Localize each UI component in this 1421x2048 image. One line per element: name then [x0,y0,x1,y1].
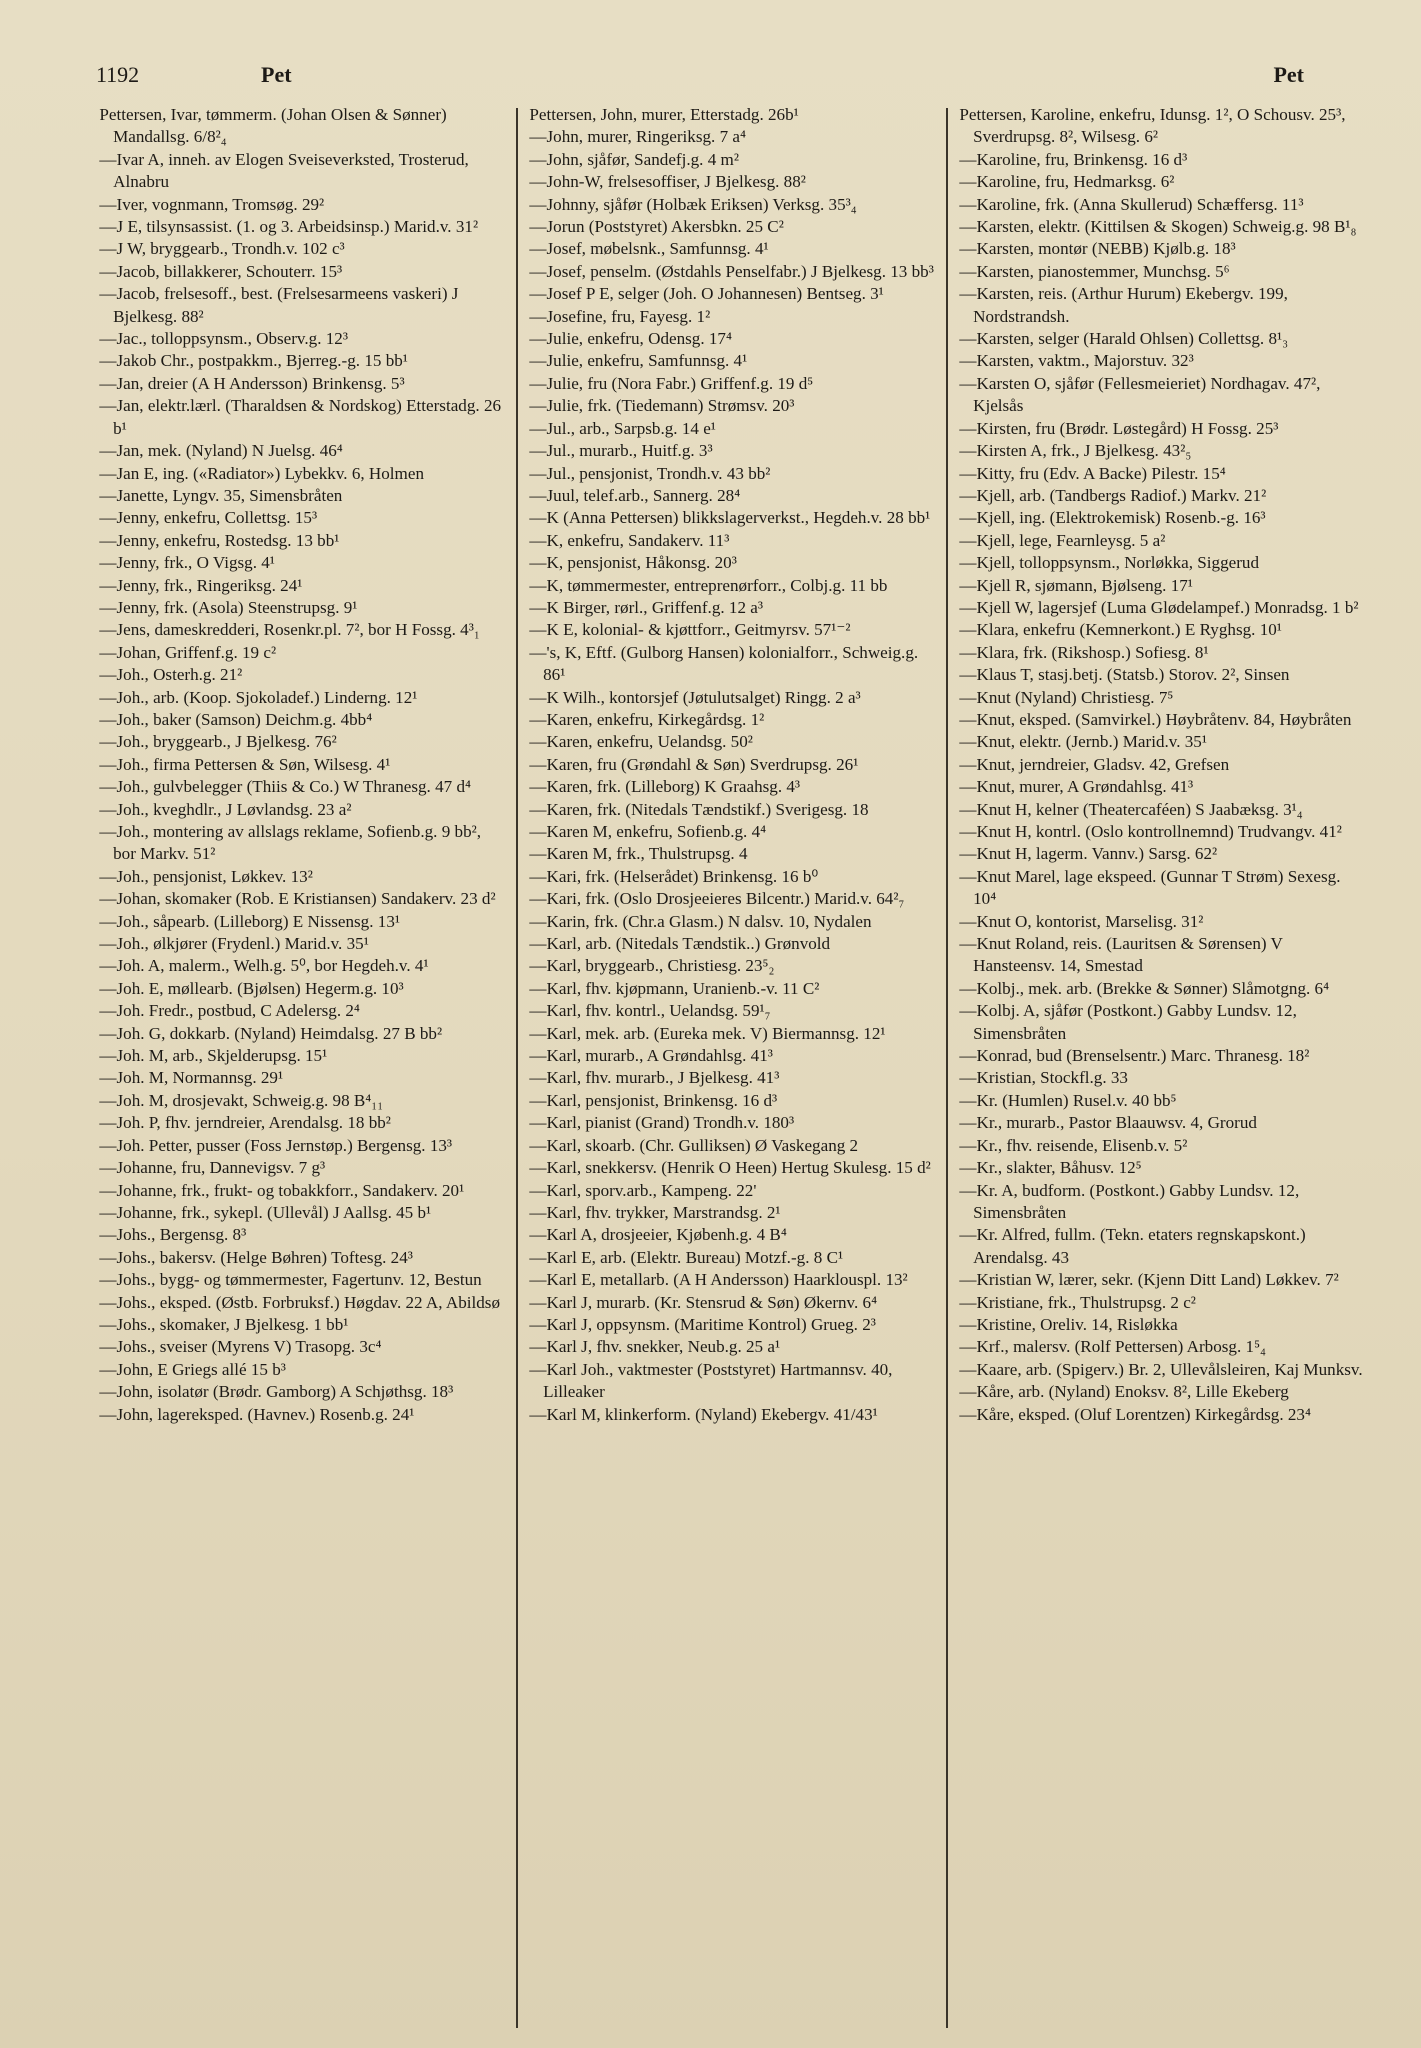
directory-entry: —K Wilh., kontorsjef (Jøtulutsalget) Ringg. 2 a³ [529,687,861,707]
directory-entry: —Joh. P, fhv. jerndreier, Arendalsg. 18 bb² [99,1113,391,1133]
directory-entry: —Karoline, frk. (Anna Skullerud) Schæffersg. 11³ [959,194,1304,214]
directory-columns [96,104,1372,2028]
directory-entry: —Karl, murarb., A Grøndahlsg. 41³ [529,1046,773,1066]
directory-entry: —Kr., fhv. reisende, Elisenb.v. 5² [959,1135,1188,1155]
directory-entry: —Joh., arb. (Koop. Sjokoladef.) Linderng. 12¹ [99,687,418,707]
directory-entry: —Knut (Nyland) Christiesg. 7⁵ [959,687,1174,707]
directory-entry: —Knut H, kontrl. (Oslo kontrollnemnd) Trudvangv. 41² [959,822,1342,841]
directory-entry: —Jul., arb., Sarpsb.g. 14 e¹ [529,418,716,438]
page-number: 1192 [96,62,140,87]
directory-entry: —Karsten, pianostemmer, Munchsg. 5⁶ [959,261,1230,281]
directory-entry: —Karoline, fru, Brinkensg. 16 d³ [959,149,1188,169]
directory-entry: —'s, K, Eftf. (Gulborg Hansen) kolonialforr., Schweig.g. 86¹ [529,642,919,685]
directory-entry: —John, sjåfør, Sandefj.g. 4 m² [529,149,739,169]
directory-entry: —Karsten, selger (Harald Ohlsen) Collettsg. 8¹₃ [959,329,1289,349]
running-head-left: Pet [261,62,292,87]
directory-entry: —Karl, pianist (Grand) Trondh.v. 180³ [529,1113,795,1133]
directory-entry: —Kristine, Oreliv. 14, Risløkka [959,1314,1178,1334]
directory-entry: —John, isolatør (Brødr. Gamborg) A Schjøthsg. 18³ [99,1382,454,1402]
directory-entry: —Karl Joh., vaktmester (Poststyret) Hartmannsv. 40, Lilleaker [529,1359,893,1402]
directory-entry: —Joh. M, arb., Skjelderupsg. 15¹ [99,1046,328,1066]
directory-entry: —Kjell, arb. (Tandbergs Radiof.) Markv. 21² [959,485,1267,505]
directory-entry: —Joh., Osterh.g. 21² [99,665,243,685]
directory-entry: —Kristian, Stockfl.g. 33 [959,1068,1128,1088]
directory-entry: —Joh., gulvbelegger (Thiis & Co.) W Thranesg. 47 d⁴ [99,777,471,797]
directory-entry: —Karl, sporv.arb., Kampeng. 22' [529,1180,757,1200]
directory-entry: —Karl E, arb. (Elektr. Bureau) Motzf.-g. 8 C¹ [529,1247,844,1267]
directory-entry: —Joh. Petter, pusser (Foss Jernstøp.) Bergensg. 13³ [99,1135,453,1155]
directory-entry: —Karen, frk. (Lilleborg) K Graahsg. 4³ [529,777,801,797]
directory-entry: Pettersen, John, murer, Etterstadg. 26b¹ [529,105,799,124]
directory-entry: —Karl E, metallarb. (A H Andersson) Haarklouspl. 13² [529,1270,908,1290]
directory-entry: —Karin, frk. (Chr.a Glasm.) N dalsv. 10, Nydalen [529,911,872,931]
directory-entry: —Karen, frk. (Nitedals Tændstikf.) Sverigesg. 18 [529,799,869,819]
directory-entry: —Johnny, sjåfør (Holbæk Eriksen) Verksg. 35³₄ [529,194,857,214]
directory-entry: —Kr. A, budform. (Postkont.) Gabby Lundsv. 12, Simensbråten [959,1180,1300,1222]
page-header [96,62,1359,92]
directory-entry: —K (Anna Pettersen) blikkslagerverkst., Hegdeh.v. 28 bb¹ [529,508,931,528]
directory-entry: —Karsten, elektr. (Kittilsen & Skogen) Schweig.g. 98 B¹₈ [959,217,1357,237]
directory-entry: —Kaare, arb. (Spigerv.) Br. 2, Ullevålsleiren, Kaj Munksv. [959,1359,1363,1379]
directory-entry: —Karsten, vaktm., Majorstuv. 32³ [959,351,1194,371]
directory-entry: —Jens, dameskredderi, Rosenkr.pl. 7², bor H Fossg. 4³₁ [99,620,480,640]
directory-entry: —Jenny, frk., Ringeriksg. 24¹ [99,575,303,595]
directory-entry: —Johs., skomaker, J Bjelkesg. 1 bb¹ [99,1314,349,1334]
directory-entry: Pettersen, Karoline, enkefru, Idunsg. 1², O Schousv. 25³, Sverdrupsg. 8², Wilsesg. 6² [959,105,1346,147]
directory-entry: —Kjell W, lagersjef (Luma Glødelampef.) Monradsg. 1 b² [959,597,1359,617]
directory-entry: —Jul., murarb., Huitf.g. 3³ [529,441,713,461]
directory-column-3 [956,104,1368,2028]
directory-entry: —Karl J, murarb. (Kr. Stensrud & Søn) Økernv. 6⁴ [529,1292,878,1312]
directory-entry: —Knut O, kontorist, Marselisg. 31² [959,911,1204,931]
directory-entry: —Kr. (Humlen) Rusel.v. 40 bb⁵ [959,1090,1177,1110]
directory-entry: —Jakob Chr., postpakkm., Bjerreg.-g. 15 bb¹ [99,351,408,371]
directory-entry: —Karen M, enkefru, Sofienb.g. 4⁴ [529,822,767,841]
directory-entry: —Johanne, frk., frukt- og tobakkforr., Sandakerv. 20¹ [99,1180,465,1200]
directory-entry: —Ivar A, inneh. av Elogen Sveiseverksted, Trosterud, Alnabru [99,149,469,192]
directory-entry: —Juul, telef.arb., Sannerg. 28⁴ [529,485,741,505]
directory-entry: —Jan, mek. (Nyland) N Juelsg. 46⁴ [99,441,343,461]
directory-entry: —Kristiane, frk., Thulstrupsg. 2 c² [959,1292,1196,1312]
directory-entry: —Karsten, montør (NEBB) Kjølb.g. 18³ [959,239,1236,259]
directory-entry: —Karl, mek. arb. (Eureka mek. V) Biermannsg. 12¹ [529,1023,886,1043]
directory-entry: —K, enkefru, Sandakerv. 11³ [529,530,730,550]
directory-entry: —Kolbj., mek. arb. (Brekke & Sønner) Slåmotgng. 6⁴ [959,978,1330,998]
running-head-right: Pet [1273,62,1304,87]
directory-entry: —Joh., såpearb. (Lilleborg) E Nissensg. 13¹ [99,911,400,931]
directory-entry: —Joh. G, dokkarb. (Nyland) Heimdalsg. 27 B bb² [99,1023,443,1043]
directory-entry: —Kirsten A, frk., J Bjelkesg. 43²₅ [959,441,1192,461]
directory-entry: —K, pensjonist, Håkonsg. 20³ [529,553,737,573]
directory-entry: —K E, kolonial- & kjøttforr., Geitmyrsv. 57¹⁻² [529,620,851,640]
directory-entry: —Karl, fhv. murarb., J Bjelkesg. 41³ [529,1068,780,1088]
directory-entry: —Knut H, lagerm. Vannv.) Sarsg. 62² [959,844,1218,864]
directory-entry: —Johan, skomaker (Rob. E Kristiansen) Sandakerv. 23 d² [99,889,496,909]
directory-entry: —Karen, enkefru, Uelandsg. 50² [529,732,753,752]
directory-entry: —Karl, fhv. kontrl., Uelandsg. 59¹₇ [529,1001,771,1021]
directory-entry: —Julie, frk. (Tiedemann) Strømsv. 20³ [529,396,795,416]
directory-entry: —Joh. M, drosjevakt, Schweig.g. 98 B⁴₁₁ [99,1090,384,1110]
directory-entry: —Josef P E, selger (Joh. O Johannesen) Bentseg. 3¹ [529,284,884,304]
directory-entry: —Karl, arb. (Nitedals Tændstik..) Grønvold [529,934,831,954]
directory-entry: —K Birger, rørl., Griffenf.g. 12 a³ [529,597,763,617]
directory-entry: —Julie, enkefru, Odensg. 17⁴ [529,329,732,349]
directory-entry: —Kjell R, sjømann, Bjølseng. 17¹ [959,575,1193,595]
directory-entry: —John, E Griegs allé 15 b³ [99,1359,286,1379]
directory-entry: —John, murer, Ringeriksg. 7 a⁴ [529,127,746,147]
directory-entry: —Johanne, frk., sykepl. (Ullevål) J Aallsg. 45 b¹ [99,1202,432,1222]
directory-entry: —Kristian W, lærer, sekr. (Kjenn Ditt Land) Løkkev. 7² [959,1270,1339,1290]
directory-entry: —Kjell, ing. (Elektrokemisk) Rosenb.-g. 16³ [959,508,1266,528]
directory-entry: —Karl, snekkersv. (Henrik O Heen) Hertug Skulesg. 15 d² [529,1158,931,1178]
directory-entry: —Joh., bryggearb., J Bjelkesg. 76² [99,732,337,752]
directory-entry: —Kåre, eksped. (Oluf Lorentzen) Kirkegårdsg. 23⁴ [959,1404,1311,1424]
directory-entry: —Johs., sveiser (Myrens V) Trasopg. 3c⁴ [99,1337,382,1357]
directory-entry: —Kåre, arb. (Nyland) Enoksv. 8², Lille Ekeberg [959,1382,1289,1402]
directory-entry: —Knut Roland, reis. (Lauritsen & Sørensen) V Hansteensv. 14, Smestad [959,934,1283,976]
directory-entry: —Johs., bygg- og tømmermester, Fagertunv. 12, Bestun [99,1270,482,1290]
directory-entry: —Karl J, oppsynsm. (Maritime Kontrol) Grueg. 2³ [529,1314,876,1334]
directory-entry: —Karl, bryggearb., Christiesg. 23⁵₂ [529,956,775,976]
directory-entry: —Konrad, bud (Brenselsentr.) Marc. Thranesg. 18² [959,1046,1310,1066]
directory-entry: —Joh., baker (Samson) Deichm.g. 4bb⁴ [99,709,373,729]
directory-entry: —Knut Marel, lage ekspeed. (Gunnar T Strøm) Sexesg. 10⁴ [959,866,1341,909]
directory-entry: —Kjell, lege, Fearnleysg. 5 a² [959,530,1166,550]
directory-entry: —Knut, murer, A Grøndahlsg. 41³ [959,777,1194,797]
directory-entry: —Kjell, tolloppsynsm., Norløkka, Siggerud [959,553,1260,573]
directory-entry: —Knut, eksped. (Samvirkel.) Høybråtenv. 84, Høybråten [959,709,1352,729]
directory-entry: —Kirsten, fru (Brødr. Løstegård) H Fossg. 25³ [959,418,1279,438]
directory-entry: —Knut, elektr. (Jernb.) Marid.v. 35¹ [959,732,1207,752]
directory-entry: —Karl, pensjonist, Brinkensg. 16 d³ [529,1090,778,1110]
directory-entry: —Jac., tolloppsynsm., Observ.g. 12³ [99,329,348,349]
directory-entry: —Johs., Bergensg. 8³ [99,1225,247,1245]
directory-entry: —Karl, fhv. trykker, Marstrandsg. 2¹ [529,1202,781,1222]
column-divider [946,108,948,2028]
directory-entry: —Jenny, enkefru, Collettsg. 15³ [99,508,318,528]
directory-entry: —Jacob, frelsesoff., best. (Frelsesarmeens vaskeri) J Bjelkesg. 88² [99,284,459,326]
directory-entry: —Karl, fhv. kjøpmann, Uranienb.-v. 11 C² [529,978,820,998]
directory-entry: —Jenny, enkefru, Rostedsg. 13 bb¹ [99,530,340,550]
directory-entry: —Jacob, billakkerer, Schouterr. 15³ [99,261,343,281]
directory-entry: —Kari, frk. (Oslo Drosjeeieres Bilcentr.) Marid.v. 64²₇ [529,889,905,909]
directory-entry: —Karsten, reis. (Arthur Hurum) Ekebergv. 199, Nordstrandsh. [959,284,1288,326]
directory-entry: —Johs., eksped. (Østb. Forbruksf.) Høgdav. 22 A, Abildsø [99,1292,501,1312]
directory-entry: —J W, bryggearb., Trondh.v. 102 c³ [99,239,345,259]
directory-entry: —Karl A, drosjeeier, Kjøbenh.g. 4 B⁴ [529,1225,787,1245]
directory-entry: —Klara, enkefru (Kemnerkont.) E Ryghsg. 10¹ [959,620,1282,640]
directory-entry: —Jorun (Poststyret) Akersbkn. 25 C² [529,217,784,237]
directory-entry: —Karen M, frk., Thulstrupsg. 4 [529,844,748,864]
directory-entry: —Karl, skoarb. (Chr. Gulliksen) Ø Vaskegang 2 [529,1135,859,1155]
directory-entry: —Jan, elektr.lærl. (Tharaldsen & Nordskog) Etterstadg. 26 b¹ [99,396,502,438]
directory-entry: —Josefine, fru, Fayesg. 1² [529,306,711,326]
directory-entry: —Krf., malersv. (Rolf Pettersen) Arbosg. 1⁵₄ [959,1337,1266,1357]
directory-entry: —Kitty, fru (Edv. A Backe) Pilestr. 15⁴ [959,463,1226,483]
directory-entry: —Kr., slakter, Båhusv. 12⁵ [959,1158,1142,1178]
directory-entry: —Karsten O, sjåfør (Fellesmeieriet) Nordhagav. 47², Kjelsås [959,373,1321,416]
directory-entry: —Knut, jerndreier, Gladsv. 42, Grefsen [959,754,1230,774]
directory-entry: —K, tømmermester, entreprenørforr., Colbj.g. 11 bb [529,575,888,595]
directory-entry: —Julie, fru (Nora Fabr.) Griffenf.g. 19 d⁵ [529,373,814,393]
directory-entry: —Joh. Fredr., postbud, C Adelersg. 2⁴ [99,1001,360,1021]
directory-entry: —John-W, frelsesoffiser, J Bjelkesg. 88² [529,172,806,192]
directory-entry: —Josef, møbelsnk., Samfunnsg. 4¹ [529,239,769,259]
directory-entry: —Kari, frk. (Helserådet) Brinkensg. 16 b⁰ [529,866,819,886]
directory-entry: —Joh. A, malerm., Welh.g. 5⁰, bor Hegdeh.v. 4¹ [99,956,429,976]
directory-entry: —Johs., bakersv. (Helge Bøhren) Toftesg. 24³ [99,1247,413,1267]
directory-entry: —Julie, enkefru, Samfunnsg. 4¹ [529,351,748,371]
directory-column-1 [96,104,508,2028]
directory-entry: —Knut H, kelner (Theatercaféen) S Jaabæksg. 3¹₄ [959,799,1303,819]
directory-entry: —Jan E, ing. («Radiator») Lybekkv. 6, Holmen [99,463,424,483]
directory-entry: —Kr., murarb., Pastor Blaauwsv. 4, Grorud [959,1113,1257,1133]
directory-entry: —Karoline, fru, Hedmarksg. 6² [959,172,1175,192]
directory-entry: Pettersen, Ivar, tømmerm. (Johan Olsen & Sønner) Mandallsg. 6/8²₄ [99,105,447,147]
directory-entry: —Jan, dreier (A H Andersson) Brinkensg. 5³ [99,373,405,393]
directory-entry: —Janette, Lyngv. 35, Simensbråten [99,485,343,505]
directory-column-2 [526,104,938,2028]
directory-entry: —Joh., pensjonist, Løkkev. 13² [99,866,313,886]
column-divider [516,108,518,2028]
directory-entry: —Jul., pensjonist, Trondh.v. 43 bb² [529,463,771,483]
directory-entry: —Johanne, fru, Dannevigsv. 7 g³ [99,1158,326,1178]
directory-entry: —Jenny, frk., O Vigsg. 4¹ [99,553,275,573]
directory-entry: —Karen, fru (Grøndahl & Søn) Sverdrupsg. 26¹ [529,754,859,774]
directory-entry: —J E, tilsynsassist. (1. og 3. Arbeidsinsp.) Marid.v. 31² [99,217,479,237]
directory-entry: —Iver, vognmann, Tromsøg. 29² [99,194,325,214]
directory-entry: —Karl M, klinkerform. (Nyland) Ekebergv. 41/43¹ [529,1404,878,1424]
directory-entry: —Jenny, frk. (Asola) Steenstrupsg. 9¹ [99,597,358,617]
directory-entry: —Karen, enkefru, Kirkegårdsg. 1² [529,709,765,729]
directory-entry: —Kolbj. A, sjåfør (Postkont.) Gabby Lundsv. 12, Simensbråten [959,1001,1297,1043]
directory-entry: —Joh., montering av allslags reklame, Sofienb.g. 9 bb², bor Markv. 51² [99,822,482,864]
directory-entry: —Joh., firma Pettersen & Søn, Wilsesg. 4¹ [99,754,391,774]
directory-entry: —Klaus T, stasj.betj. (Statsb.) Storov. 2², Sinsen [959,665,1290,685]
directory-entry: —Joh., kveghdlr., J Løvlandsg. 23 a² [99,799,352,819]
directory-entry: —Kr. Alfred, fullm. (Tekn. etaters regnskapskont.) Arendalsg. 43 [959,1225,1306,1267]
directory-entry: —Joh. M, Normannsg. 29¹ [99,1068,284,1088]
directory-entry: —Joh., ølkjører (Frydenl.) Marid.v. 35¹ [99,934,369,954]
directory-entry: —John, lagereksped. (Havnev.) Rosenb.g. 24¹ [99,1404,415,1424]
directory-entry: —Klara, frk. (Rikshosp.) Sofiesg. 8¹ [959,642,1209,662]
directory-entry: —Johan, Griffenf.g. 19 c² [99,642,277,662]
directory-entry: —Josef, penselm. (Østdahls Penselfabr.) J Bjelkesg. 13 bb³ [529,261,934,281]
directory-entry: —Joh. E, møllearb. (Bjølsen) Hegerm.g. 10³ [99,978,404,998]
directory-entry: —Karl J, fhv. snekker, Neub.g. 25 a¹ [529,1337,781,1357]
